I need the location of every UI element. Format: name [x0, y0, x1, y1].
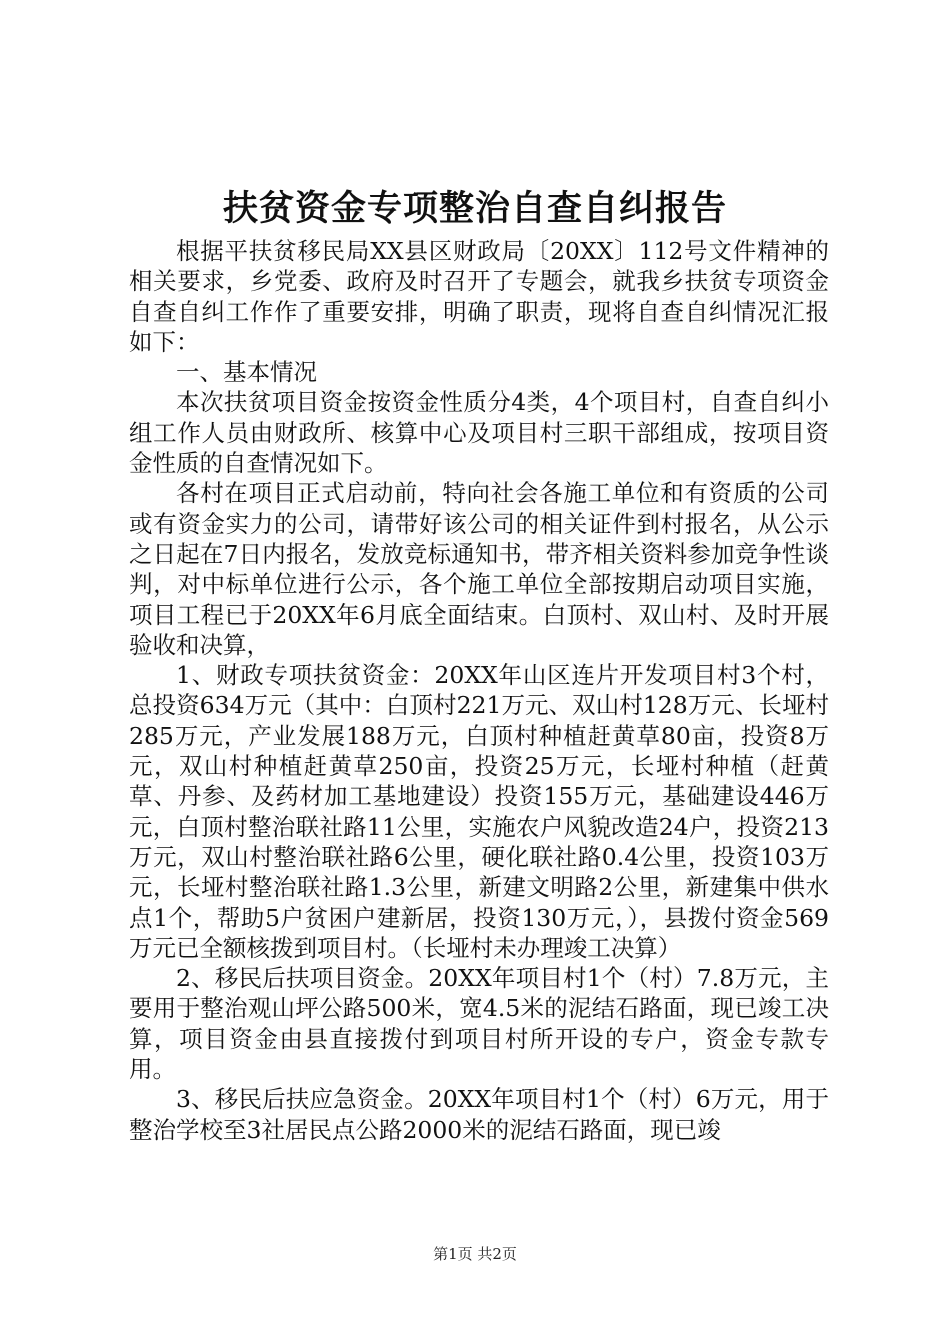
paragraph-fiscal-funds: 1、财政专项扶贫资金：20XX年山区连片开发项目村3个村，总投资634万元（其中：白顶村221万元、双山村128万元、长垭村285万元，产业发展188万元，白顶村种植赶黄草80亩，投资8万元，双山村种植赶黄草250亩，投资25万元，长垭村种植（赶黄草、丹参、及药材加工基地建设）投资155万元，基础建设446万元，白顶村整治联社路11公里，实施农户风貌改造24户，投资213万元，双山村整治联社路6公里，硬化联社路0.4公里，投资103万元，长垭村整治联社路1.3公里，新建文明路2公里，新建集中供水点1个，帮助5户贫困户建新居，投资130万元，），县拨付资金569万元已全额核拨到项目村。（长垭村未办理竣工决算） [129, 661, 829, 962]
page-number-footer: 第1页 共2页 [433, 1245, 517, 1263]
document-title: 扶贫资金专项整治自查自纠报告 [222, 188, 727, 229]
paragraph-resettlement-funds: 2、移民后扶项目资金。20XX年项目村1个（村）7.8万元，主要用于整治观山坪公路500米，宽4.5米的泥结石路面，现已竣工决算，项目资金由县直接拨付到项目村所开设的专户，资金专款专用。 [129, 964, 829, 1084]
paragraph-procedure: 各村在项目正式启动前，特向社会各施工单位和有资质的公司或有资金实力的公司，请带好该公司的相关证件到村报名，从公示之日起在7日内报名，发放竞标通知书，带齐相关资料参加竞争性谈判，对中标单位进行公示，各个施工单位全部按期启动项目实施，项目工程已于20XX年6月底全面结束。白顶村、双山村、及时开展验收和决算， [129, 479, 829, 659]
paragraph-intro: 根据平扶贫移民局XX县区财政局〔20XX〕112号文件精神的相关要求，乡党委、政府及时召开了专题会，就我乡扶贫专项资金自查自纠工作作了重要安排，明确了职责，现将自查自纠情况汇报如下： [129, 237, 829, 356]
paragraph-emergency-funds: 3、移民后扶应急资金。20XX年项目村1个（村）6万元，用于整治学校至3社居民点公路2000米的泥结石路面，现已竣 [129, 1085, 829, 1144]
document-body [129, 236, 829, 1145]
section-heading-basic: 一、基本情况 [176, 358, 317, 387]
paragraph-overview: 本次扶贫项目资金按资金性质分4类，4个项目村，自查自纠小组工作人员由财政所、核算中心及项目村三职干部组成，按项目资金性质的自查情况如下。 [129, 388, 829, 478]
